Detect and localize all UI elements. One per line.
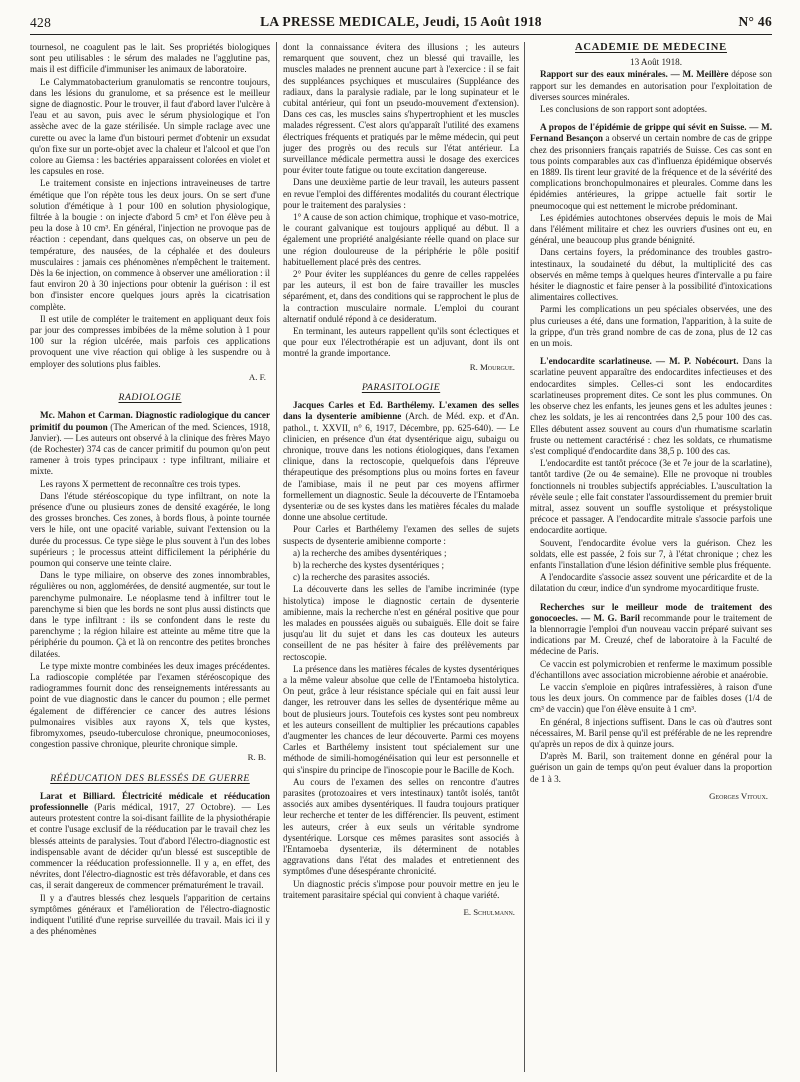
signature: R. B. (247, 752, 266, 763)
paragraph: L'endocardite est tantôt précoce (3e et 7e jour de la scarlatine), tantôt tardive (2e ou 4e semaine). Elle ne provoque ni troubles fonctionnels ni troubles subjectifs appréciables. L'auscultation la révèle seule ; elle fait constater l'assourdissement du premier bruit mitral, assez souvent un souffle systolique et présystolique précoce et passager. A l'endocardite mitrale s'associe parfois une endocardite aortique. (530, 458, 772, 536)
paragraph: Dans le type miliaire, on observe des zones innombrables, régulières ou non, agglomérées, de densité augmentée, sur tout le parenchyme pulmonaire. Le néoplasme tend à infiltrer tout le parenchyme si bien que les bords ne sont plus aussi distincts que dans le type infiltrant : ils se confondent dans le reste du parenchyme ; la région hilaire est atteinte au même titre que la périphérie du poumon. Çà et là on rencontre des petites bronches dilatées. (30, 570, 270, 659)
paragraph: Le vaccin s'emploie en piqûres intrafessières, à raison d'une tous les deux jours. On commence par de faibles doses (1/4 de cm³ de vaccin) que l'on élève ensuite à 1 cm³. (530, 681, 772, 715)
communication-lead: Rapport sur des eaux minérales. — M. Meillère (540, 69, 729, 80)
signature: Georges Vitoux. (709, 790, 768, 801)
article-lead: Mc. Mahon et Carman. Diagnostic radiologique du cancer primitif du poumon (30, 410, 270, 432)
paragraph: Dans l'étude stéréoscopique du type infiltrant, on note la présence d'une ou plusieurs zones de densité exagérée, le long des grosses bronches. Ces zones, à bords flous, à pointe tournée vers le hile, ont une opacité variable, suivant l'extension ou la durée du processus. Ce type siège le plus souvent à l'un des lobes supérieurs ; le processus atteint difficilement la périphérie du poumon qui conserve une teinte claire. (30, 490, 270, 568)
paragraph: 1° A cause de son action chimique, trophique et vaso-motrice, le courant galvanique est toujours appliqué au début. Il a également une propriété analgésiante réelle quand on place sur une région douloureuse de la périphérie le pôle positif habituellement placé près des centres. (283, 212, 519, 267)
article-abstract (30, 791, 270, 892)
column-middle (283, 42, 519, 1072)
paragraph: Au cours de l'examen des selles on rencontre d'autres parasites (protozoaires et vers intestinaux) tantôt isolés, tantôt associés aux amibes dysentériques. Il faudra toujours pratiquer leur recherche et tenter de les différencier. Ils peuvent, estiment les auteurs, créer à eux seuls un véritable syndrome dysentérique. Lorsque ces mêmes parasites sont associés à l'Entamoeba dysenteriæ, ils déterminent de notables aggravations dans l'état des malades et entretiennent des symptômes d'une désespérante chronicité. (283, 776, 519, 877)
signature: E. Schulmann. (463, 907, 515, 918)
session-date: 13 Août 1918. (630, 57, 682, 68)
article-lead: Larat et Billiard. Électricité médicale et rééducation professionnelle (30, 790, 270, 812)
section-heading-academie: ACADÉMIE DE MÉDECINE (575, 42, 727, 53)
section-heading-radiologie: RADIOLOGIE (118, 392, 182, 404)
section-heading-parasitologie: PARASITOLOGIE (361, 381, 441, 393)
paragraph: Les conclusions de son rapport sont adoptées. (540, 104, 708, 115)
paragraph: Dans certains foyers, la prédominance des troubles gastro-intestinaux, la soudaineté du début, la multiplicité des cas observés en même temps à quelques heures d'intervalle a pu faire hésiter le diagnostic et faire penser à la possibilité d'intoxications alimentaires collectives. (530, 247, 772, 303)
communication (530, 69, 772, 103)
paragraph: Les épidémies autochtones observées depuis le mois de Mai dans l'élément militaire et chez les ouvriers d'usines ont eu, en général, une beaucoup plus grande bénignité. (530, 212, 772, 246)
column-divider (276, 42, 277, 1072)
signature: A. F. (248, 371, 266, 382)
page-number: 428 (30, 15, 52, 30)
communication-lead: A propos de l'épidémie de grippe qui sévit en Suisse. — M. Fernand Besançon (530, 122, 772, 144)
column-divider (524, 42, 525, 1072)
article-abstract (30, 410, 270, 477)
signature: R. Mourgue. (469, 361, 515, 372)
communication-text: dépose son rapport sur les demandes en autorisation pour l'exploitation de diverses sources minérales. (530, 69, 772, 102)
paragraph: La découverte dans les selles de l'amibe incriminée (type histolytica) impose le diagnostic certain de dysenterie amibienne, mais la recherche n'est en général positive que pour les malades en poussées aiguës ou subaiguës. Elle doit se faire jusqu'au lit du sujet et dans les cas douteux les auteurs conseillent de ne pas hésiter à faire des prélèvements par rectoscopie. (283, 584, 519, 662)
list-item: c) la recherche des parasites associés. (293, 572, 430, 583)
paragraph: Souvent, l'endocardite évolue vers la guérison. Chez les soldats, elle est passée, 2 fois sur 7, à l'état chronique ; chez les enfants l'installation d'une lésion définitive semble plus fréquente. (530, 537, 772, 570)
paragraph: Un diagnostic précis s'impose pour pouvoir mettre en jeu le traitement parasitaire spécial qui convient à chaque variété. (283, 878, 519, 900)
communication-lead: L'endocardite scarlatineuse. — M. P. Nobécourt. (540, 356, 739, 367)
paragraph: dont la connaissance évitera des illusions ; les auteurs remarquent que souvent, chez un blessé qui travaille, les muscles malades ne prennent aucune part à l'exercice : il se fait des suppléances psychiques et musculaires (Suppléance des radiaux, dans la paralysie radiale, par le long supinateur et le cubital antérieur, qui font un pseudo-mouvement d'extension). Dans ces cas, les muscles sains s'hypertrophient et les muscles malades régressent. C'est alors qu'apparaît l'utilité des examens électriques fréquents et pratiqués par le même médecin, qui peut juger des progrès ou des reculs sur l'état antérieur. La surveillance médicale permettra aussi le dosage des exercices pour éviter toute fatigue ou toute excitation dangereuse. (283, 42, 519, 176)
paragraph: La présence dans les matières fécales de kystes dysentériques a la même valeur absolue que celle de l'Entamoeba histolytica. On peut, grâce à leur résistance spéciale qui en fait aussi leur danger, les retrouver dans les selles de dysentérique même au bout de plusieurs jours. Toutefois ces kystes sont peu nombreux et les auteurs conseillent de multiplier les précautions capables d'augmenter les chances de leur découverte. Parmi ces moyens Carles et Barthélemy insistent tout spécialement sur une méthode de simili-homogénéisation qui leur est personnelle et qui s'inspire du principe de l'inoscopie pour le Bacille de Koch. (283, 663, 519, 775)
article-text: (Arch. de Méd. exp. et d'An. pathol., t. XXVII, n° 6, 1917, Décembre, pp. 625-640). — Le clinicien, en présence d'un état dysentérique aigu, subaigu ou chronique, trouve dans les notions étiologiques, dans l'examen clinique, dans la rectoscopie, quelquefois dans l'épreuve thérapeutique des présomptions plus ou moins fortes en faveur de l'amibiase, mais il ne peut par ces moyens affirmer formellement un diagnostic. Seule la découverte de l'Entamoeba dysenteriæ ou de ses kystes dans les matières fécales du malade donne une absolue certitude. (283, 411, 519, 523)
paragraph: En général, 8 injections suffisent. Dans le cas où d'autres sont nécessaires, M. Baril pense qu'il est préférable de ne les reprendre qu'après un repos de dix à quinze jours. (530, 716, 772, 749)
paragraph: Parmi les complications un peu spéciales observées, une des plus curieuses a été, dans une formation, l'apparition, à la suite de la grippe, d'un très grand nombre de cas de zona, plus de 12 cas en un mois. (530, 304, 772, 349)
paragraph: Dans une deuxième partie de leur travail, les auteurs passent en revue l'emploi des différentes modalités du courant électrique pour le traitement des paralysies : (283, 177, 519, 210)
communication (530, 356, 772, 457)
paragraph: Le traitement consiste en injections intraveineuses de tartre émétique que l'on répète tous les deux jours. On se sert d'une solution d'émétique à 1 pour 100 en solution physiologique, filtrée à la bougie : on injecte d'abord 5 cm³ et l'on élève peu à peu la dose à 10 cm³. En général, l'injection ne provoque pas de réaction : cependant, dans quelques cas, on observe un peu de température, des nausées, de la céphalée et des douleurs musculaires : jamais ces phénomènes n'empêchent le traitement. Dès la 6e injection, on commence à observer une amélioration : il faut environ 20 à 30 injections pour obtenir la guérison : il est bon d'insister encore quelques jours après la cicatrisation complète. (30, 178, 270, 312)
list-item: a) la recherche des amibes dysentériques ; (293, 547, 447, 558)
communication-text: Dans la scarlatine peuvent apparaître des endocardites infectieuses et des endocardites simples. Celles-ci sont les endocardites scarlatineuses proprement dites. Ce sont les plus communes. On les observe chez les enfants, les jeunes gens et les adultes jeunes : chez les soldats, je les ai rencontrées dans 2,5 pour 100 des cas. Elles débutent assez souvent au cours d'un rhumatisme scarlatin fruste ou nettement caractérisé : chez les soldats, ce rhumatisme s'est compliqué d'endocardite dans 38,5 p. 100 des cas. (530, 356, 772, 456)
paragraph: Les rayons X permettent de reconnaître ces trois types. (40, 478, 241, 489)
paragraph: Il y a d'autres blessés chez lesquels l'apparition de certains symptômes généraux et l'amélioration de l'électro-diagnostic indiquent l'utilité d'une reprise surveillée du travail. Mais ici il y a des phénomènes (30, 892, 270, 937)
paragraph: Le type mixte montre combinées les deux images précédentes. La radioscopie complétée par l'examen stéréoscopique des radiogrammes fournit donc des renseignements intéressants au point de vue diagnostic dans le cancer du poumon ; elle permet également de différencier ce cancer des autres lésions pulmonaires visibles aux rayons X, tels que kystes, fibromyxomes, pseudo-tuberculose chronique, pneumoconioses, congestion passive chronique, pleurite chronique simple. (30, 660, 270, 750)
communication-lead: Recherches sur le meilleur mode de traitement des gonocoecles. — M. G. Baril (530, 601, 772, 623)
paragraph: Le Calymmatobacterium granulomatis se rencontre toujours, dans les lésions du granulome, et sa présence est le meilleur signe de diagnostic. Pour le trouver, il faut d'abord laver l'ulcère à l'eau et au savon, puis avec le sérum physiologique et l'on assèche avec de la gaze stérilisée. Un simple raclage avec une curette ou avec la lame d'un bistouri permet d'obtenir un exsudat qu'on fixe sur un porte-objet avec la chaleur et l'alcool et que l'on colore au Giemsa : les bactéries apparaissent colorées en violet et les capsules en rose. (30, 76, 270, 177)
paragraph: tournesol, ne coagulent pas le lait. Ses propriétés biologiques sont peu utilisables : le sérum des malades ne l'agglutine pas, mais il est difficile d'immuniser les animaux de laboratoire. (30, 42, 270, 75)
article-text: (The American of the med. Sciences, 1918, Janvier). — Les auteurs ont observé à la clinique des frères Mayo (de Rochester) 374 cas de cancer primitif du poumon qu'on peut ramener à trois types principaux : type infiltrant, miliaire et mixte. (30, 421, 270, 477)
paragraph: D'après M. Baril, son traitement donne en général pour la guérison un gain de temps qu'on peut évaluer dans la proportion de 1 à 3. (530, 751, 772, 784)
communication (530, 122, 772, 212)
journal-title: LA PRESSE MEDICALE, Jeudi, 15 Août 1918 (260, 14, 542, 29)
article-abstract (283, 400, 519, 523)
column-right (530, 42, 772, 1072)
running-header (30, 12, 772, 35)
column-left (30, 42, 270, 1072)
list-item: b) la recherche des kystes dysentériques ; (293, 559, 445, 570)
communication-text: a observé un certain nombre de cas de grippe chez des prisonniers français rapatriés de Suisse. Ces cas sont en tous points comparables aux cas d'influenza épidémique observés en 1889. Ils tirent leur gravité de la fréquence et de la sévérité des complications bronchopulmonaires et pleurales. Comme dans les épidémies antérieures, la grippe actuelle fait sortir le pneumocoque qui est nettement le microbe prédominant. (530, 133, 772, 211)
paragraph: Il est utile de compléter le traitement en appliquant deux fois par jour des compresses imbibées de la même solution à 1 pour 100 sur la région ulcérée, mais parfois ces applications provoquent une vive réaction qui oblige à les suspendre ou à employer des solutions plus faibles. (30, 313, 270, 369)
paragraph: Ce vaccin est polymicrobien et renferme le maximum possible d'échantillons avec association microbienne aérobie et anaérobie. (530, 658, 772, 680)
paragraph: A l'endocardite s'associe assez souvent une péricardite et de la dilatation du cœur, indice d'un syndrome myocarditique fruste. (530, 572, 772, 594)
section-heading-reeducation: RÉÉDUCATION DES BLESSÉS DE GUERRE (50, 772, 250, 784)
issue-number: N° 46 (738, 14, 772, 29)
article-text: (Paris médical, 1917, 27 Octobre). — Les auteurs protestent contre la soi-disant faillite de la physiothérapie et contre l'usage exclusif de la rééducation par le travail chez les blessés atteints de paralysies. Tout d'abord l'électro-diagnostic est indispensable avant de décider qu'un blessé est susceptible de commencer la rééducation professionnelle. Il y a, en effet, des névrites, dont l'électro-diagnostic est très défavorable, et dans ces cas, il serait dangereux de commencer prématurément le travail. (30, 802, 270, 891)
paragraph: Pour Carles et Barthélemy l'examen des selles de sujets suspects de dysenterie amibienne comporte : (283, 524, 519, 546)
paragraph: En terminant, les auteurs rappellent qu'ils sont éclectiques et que pour eux l'électrothérapie est un adjuvant, dont ils ont montré la grande importance. (283, 326, 519, 359)
communication (530, 602, 772, 658)
article-lead: Jacques Carles et Ed. Barthélemy. L'examen des selles dans la dysenterie amibienne (283, 400, 519, 422)
communication-text: recommande pour le traitement de la blennorragie l'emploi d'un nouveau vaccin préparé suivant ses indications par M. Creuzé, chef de laboratoire à la Faculté de médecine de Paris. (530, 612, 772, 657)
paragraph: 2° Pour éviter les suppléances du genre de celles rappelées par les auteurs, il est bon de faire travailler les muscles séparément, et, dans des conditions qui se rapprochent le plus de la contraction musculaire normale. L'emploi du courant alternatif ondulé répond à ce desideratum. (283, 269, 519, 324)
